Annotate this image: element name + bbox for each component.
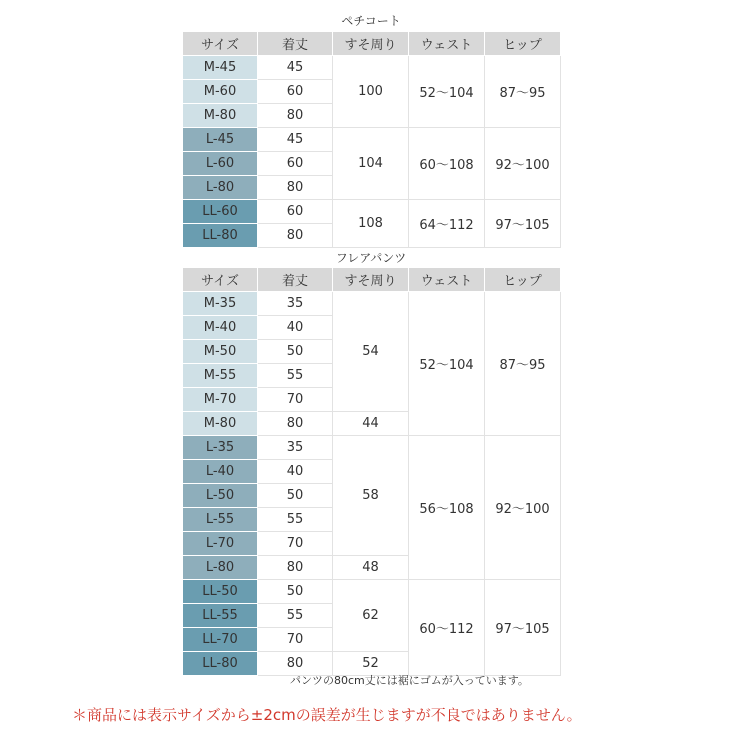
hip-cell: 97〜105: [485, 200, 561, 248]
table-row: [183, 200, 561, 224]
hem-cell: 48: [333, 556, 409, 580]
length-cell: 70: [258, 628, 333, 652]
header-row: [183, 268, 561, 292]
size-cell: L-45: [183, 128, 258, 152]
petticoat-title: ペチコート: [341, 14, 401, 28]
size-cell: LL-60: [183, 200, 258, 224]
header-hip: ヒップ: [485, 268, 561, 292]
hip-cell: 92〜100: [485, 128, 561, 200]
size-cell: M-80: [183, 412, 258, 436]
length-cell: 40: [258, 460, 333, 484]
hip-cell: 92〜100: [485, 436, 561, 580]
length-cell: 80: [258, 224, 333, 248]
hem-cell: 44: [333, 412, 409, 436]
length-cell: 80: [258, 412, 333, 436]
header-size: サイズ: [183, 32, 258, 56]
length-cell: 60: [258, 80, 333, 104]
length-cell: 50: [258, 340, 333, 364]
hem-cell: 100: [333, 56, 409, 128]
hem-cell: 58: [333, 436, 409, 556]
size-cell: L-80: [183, 176, 258, 200]
length-cell: 55: [258, 364, 333, 388]
length-cell: 45: [258, 56, 333, 80]
size-tolerance-disclaimer: ＊商品には表示サイズから±2cmの誤差が生じますが不良ではありません。: [72, 706, 582, 724]
length-cell: 60: [258, 200, 333, 224]
hem-cell: 54: [333, 292, 409, 412]
hip-cell: 87〜95: [485, 292, 561, 436]
size-cell: L-40: [183, 460, 258, 484]
length-cell: 80: [258, 104, 333, 128]
size-cell: L-50: [183, 484, 258, 508]
size-cell: M-70: [183, 388, 258, 412]
header-length: 着丈: [258, 32, 333, 56]
header-length: 着丈: [258, 268, 333, 292]
hem-cell: 52: [333, 652, 409, 676]
size-cell: L-60: [183, 152, 258, 176]
waist-cell: 56〜108: [409, 436, 485, 580]
size-cell: M-60: [183, 80, 258, 104]
size-cell: M-40: [183, 316, 258, 340]
pants-title: フレアパンツ: [335, 251, 407, 265]
length-cell: 55: [258, 604, 333, 628]
waist-cell: 60〜108: [409, 128, 485, 200]
hem-cell: 108: [333, 200, 409, 248]
waist-cell: 64〜112: [409, 200, 485, 248]
hem-cell: 62: [333, 580, 409, 652]
length-cell: 50: [258, 580, 333, 604]
size-cell: M-35: [183, 292, 258, 316]
size-cell: LL-80: [183, 652, 258, 676]
size-cell: M-50: [183, 340, 258, 364]
waist-cell: 52〜104: [409, 292, 485, 436]
hip-cell: 97〜105: [485, 580, 561, 676]
table-row: [183, 436, 561, 460]
pants-size-table: [182, 267, 561, 676]
table-row: [183, 292, 561, 316]
length-cell: 60: [258, 152, 333, 176]
size-cell: M-55: [183, 364, 258, 388]
table-row: [183, 56, 561, 80]
length-cell: 50: [258, 484, 333, 508]
header-hem: すそ周り: [333, 32, 409, 56]
hem-cell: 104: [333, 128, 409, 200]
hip-cell: 87〜95: [485, 56, 561, 128]
size-cell: L-80: [183, 556, 258, 580]
size-cell: LL-70: [183, 628, 258, 652]
waist-cell: 60〜112: [409, 580, 485, 676]
length-cell: 40: [258, 316, 333, 340]
table-row: [183, 128, 561, 152]
size-cell: LL-50: [183, 580, 258, 604]
size-cell: LL-55: [183, 604, 258, 628]
table-row: [183, 580, 561, 604]
length-cell: 45: [258, 128, 333, 152]
length-cell: 80: [258, 652, 333, 676]
length-cell: 80: [258, 556, 333, 580]
petticoat-size-table: [182, 31, 561, 248]
header-size: サイズ: [183, 268, 258, 292]
length-cell: 70: [258, 532, 333, 556]
size-cell: L-35: [183, 436, 258, 460]
header-row: [183, 32, 561, 56]
size-cell: LL-80: [183, 224, 258, 248]
header-hip: ヒップ: [485, 32, 561, 56]
size-cell: M-80: [183, 104, 258, 128]
length-cell: 80: [258, 176, 333, 200]
size-cell: L-70: [183, 532, 258, 556]
pants-elastic-note: パンツの80cm丈には裾にゴムが入っています。: [290, 674, 529, 687]
size-cell: M-45: [183, 56, 258, 80]
header-waist: ウェスト: [409, 268, 485, 292]
length-cell: 55: [258, 508, 333, 532]
length-cell: 70: [258, 388, 333, 412]
size-cell: L-55: [183, 508, 258, 532]
length-cell: 35: [258, 436, 333, 460]
length-cell: 35: [258, 292, 333, 316]
waist-cell: 52〜104: [409, 56, 485, 128]
header-hem: すそ周り: [333, 268, 409, 292]
header-waist: ウェスト: [409, 32, 485, 56]
